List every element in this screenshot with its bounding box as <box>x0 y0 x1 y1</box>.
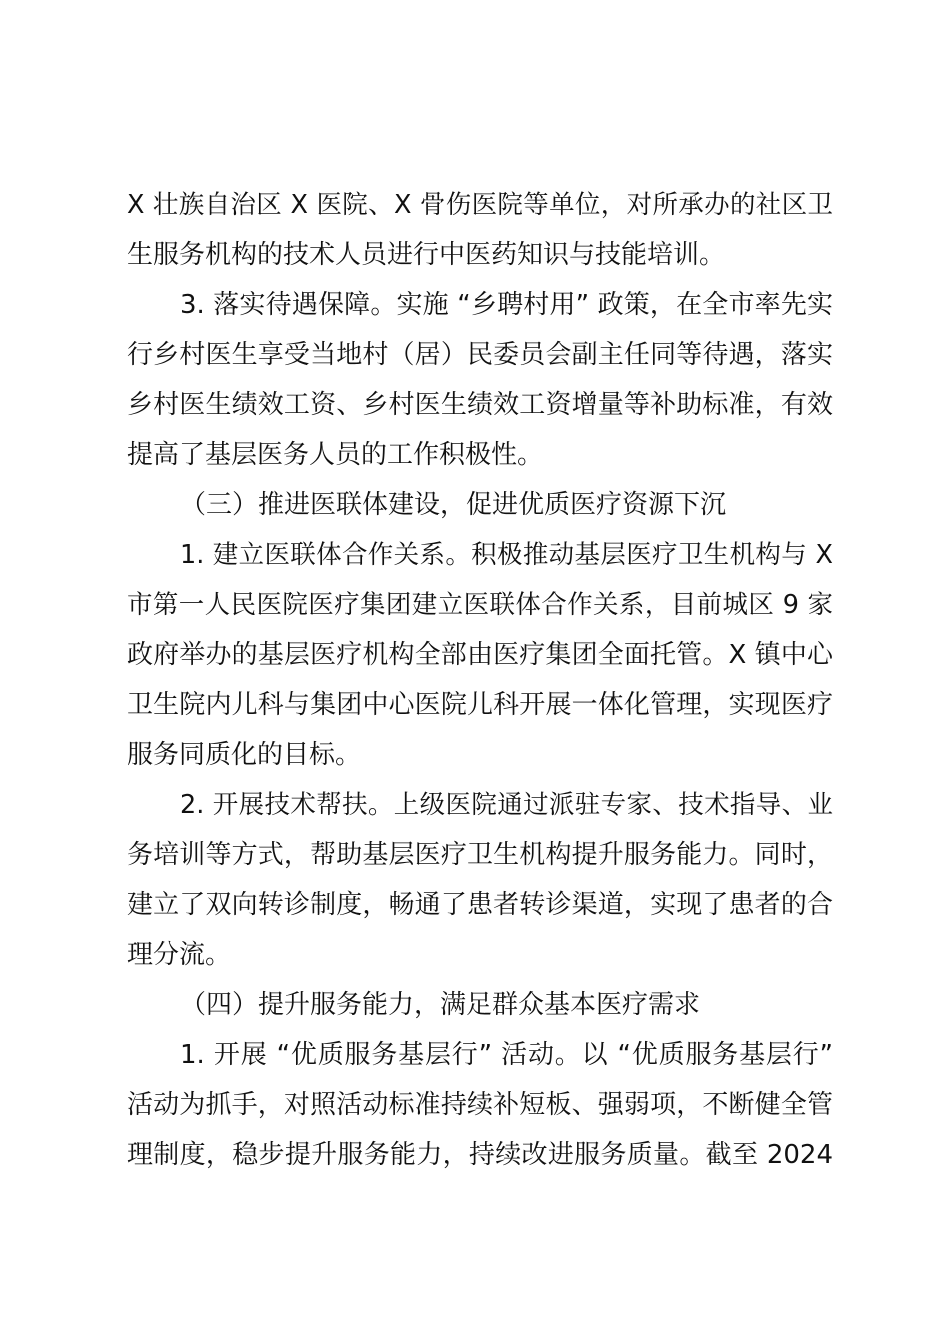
paragraph-line: 活动为抓手，对照活动标准持续补短板、强弱项，不断健全管 <box>127 1090 833 1120</box>
paragraph-line: 1. 开展 “优质服务基层行” 活动。以 “优质服务基层行” <box>180 1040 833 1070</box>
paragraph-line: 2. 开展技术帮扶。上级医院通过派驻专家、技术指导、业 <box>180 790 833 820</box>
paragraph-line: 市第一人民医院医疗集团建立医联体合作关系，目前城区 9 家 <box>127 590 833 620</box>
paragraph-line: 乡村医生绩效工资、乡村医生绩效工资增量等补助标准，有效 <box>127 390 833 420</box>
section-heading: （四）提升服务能力，满足群众基本医疗需求 <box>180 990 701 1020</box>
paragraph-line: 生服务机构的技术人员进行中医药知识与技能培训。 <box>127 240 726 270</box>
section-heading: （三）推进医联体建设，促进优质医疗资源下沉 <box>180 490 727 520</box>
paragraph-line: 建立了双向转诊制度，畅通了患者转诊渠道，实现了患者的合 <box>127 890 833 920</box>
paragraph-line: 理制度，稳步提升服务能力，持续改进服务质量。截至 2024 <box>127 1140 833 1170</box>
paragraph-line: 3. 落实待遇保障。实施 “乡聘村用” 政策，在全市率先实 <box>180 290 833 320</box>
paragraph-line: 务培训等方式，帮助基层医疗卫生机构提升服务能力。同时， <box>127 840 833 870</box>
paragraph-line: 政府举办的基层医疗机构全部由医疗集团全面托管。X 镇中心 <box>127 640 833 670</box>
paragraph-line: 服务同质化的目标。 <box>127 740 362 770</box>
paragraph-line: 提高了基层医务人员的工作积极性。 <box>127 440 544 470</box>
paragraph-line: 1. 建立医联体合作关系。积极推动基层医疗卫生机构与 X <box>180 540 833 570</box>
paragraph-line: X 壮族自治区 X 医院、X 骨伤医院等单位，对所承办的社区卫 <box>127 190 833 220</box>
paragraph-line: 卫生院内儿科与集团中心医院儿科开展一体化管理，实现医疗 <box>127 690 833 720</box>
paragraph-line: 行乡村医生享受当地村（居）民委员会副主任同等待遇，落实 <box>127 340 833 370</box>
paragraph-line: 理分流。 <box>127 940 232 970</box>
